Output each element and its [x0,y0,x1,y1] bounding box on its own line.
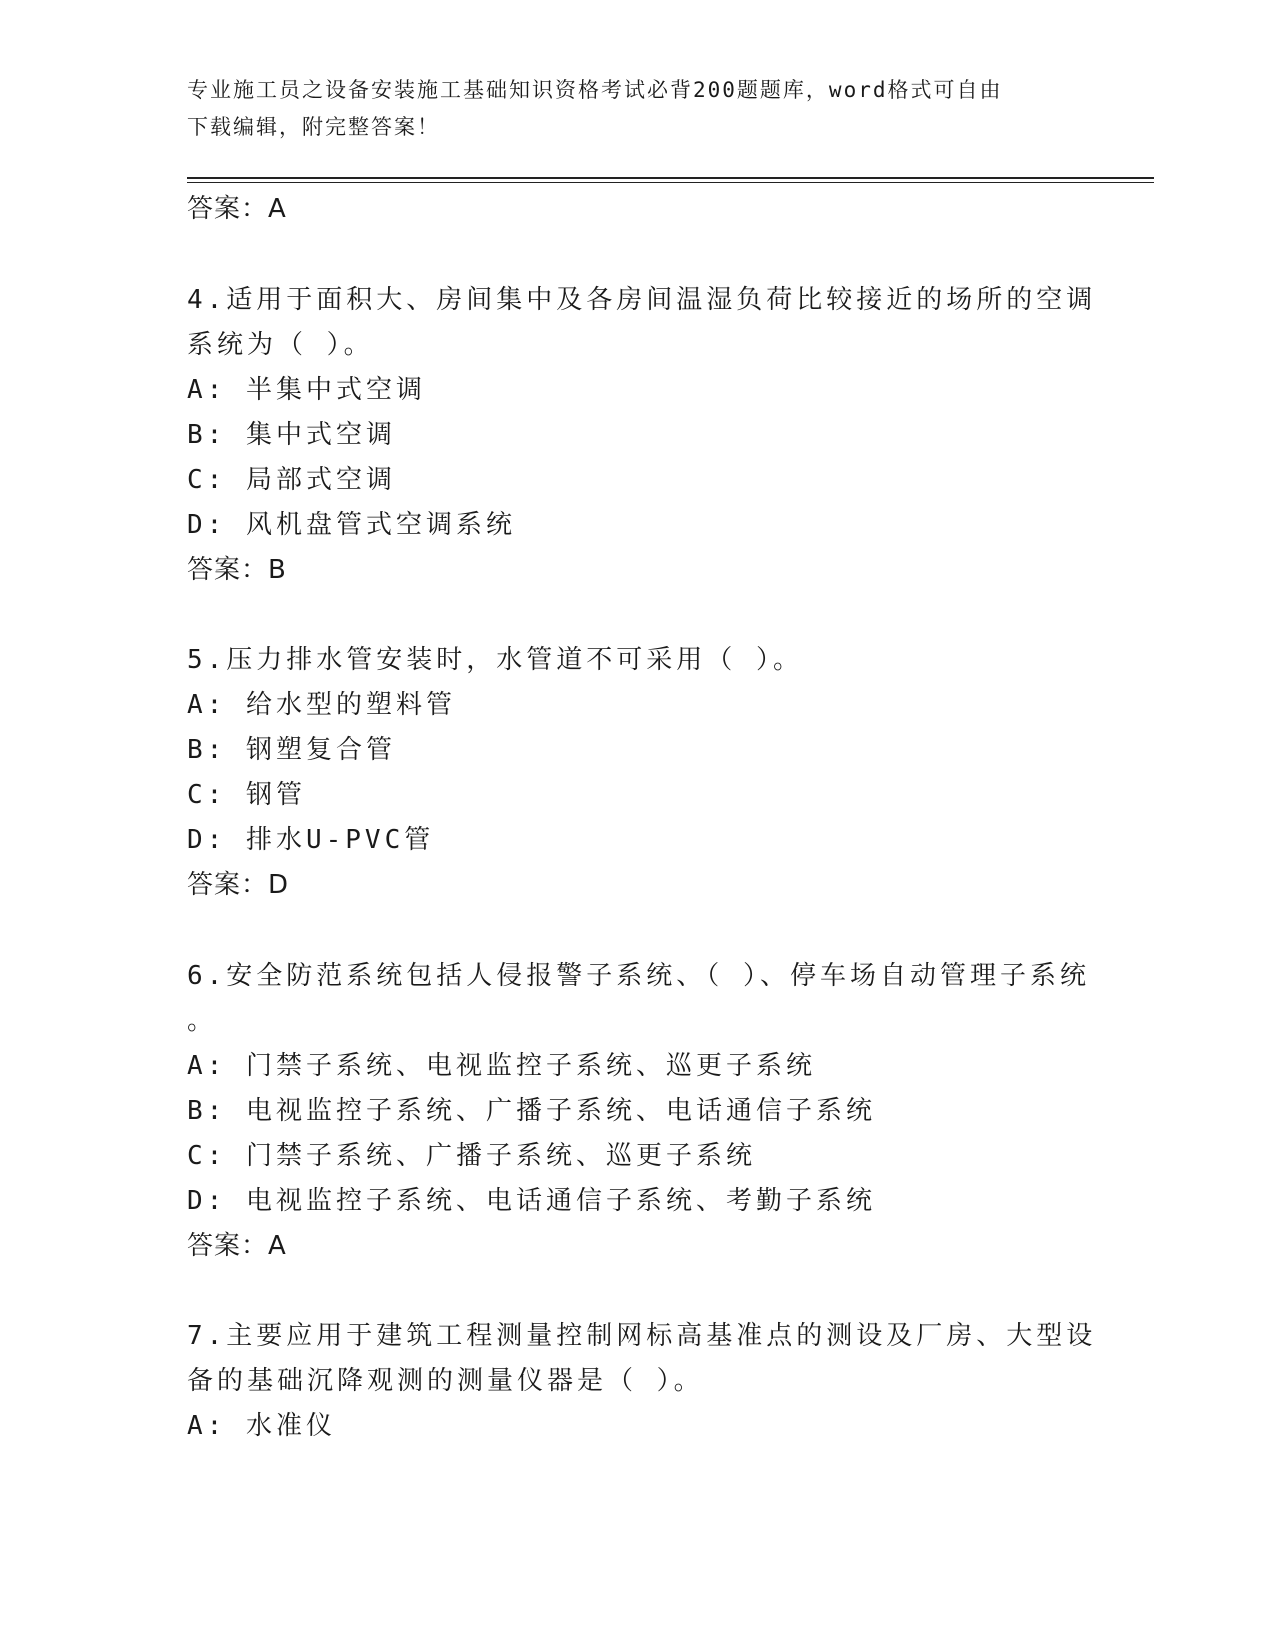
question-4-option-a: A: 半集中式空调 [187,375,426,405]
question-4-option-d: D: 风机盘管式空调系统 [187,510,516,540]
question-6-option-a: A: 门禁子系统、电视监控子系统、巡更子系统 [187,1051,816,1081]
question-4-option-c: C: 局部式空调 [187,465,396,495]
question-6-option-b: B: 电视监控子系统、广播子系统、电话通信子系统 [187,1096,876,1126]
question-6-stem-line-2: 。 [187,1006,218,1036]
question-6-answer: 答案：A [187,1231,287,1261]
question-4-option-b: B: 集中式空调 [187,420,396,450]
question-7-stem-line-1: 7.主要应用于建筑工程测量控制网标高基准点的测设及厂房、大型设 [187,1321,1097,1351]
question-4-stem-line-1: 4.适用于面积大、房间集中及各房间温湿负荷比较接近的场所的空调 [187,285,1097,315]
question-5-option-c: C: 钢管 [187,780,306,810]
question-4-answer: 答案：B [187,555,287,585]
document-header [187,72,1087,146]
question-5-stem-line-1: 5.压力排水管安装时，水管道不可采用（ ）。 [187,645,803,675]
question-5-option-a: A: 给水型的塑料管 [187,690,456,720]
question-5-option-d: D: 排水U-PVC管 [187,825,435,855]
header-line-1: 专业施工员之设备安装施工基础知识资格考试必背200题题库，word格式可自由 [187,78,1003,102]
header-divider-thin [187,182,1154,183]
question-4-stem-line-2: 系统为（ ）。 [187,330,374,360]
header-line-2: 下载编辑，附完整答案！ [187,115,440,139]
question-6-option-c: C: 门禁子系统、广播子系统、巡更子系统 [187,1141,756,1171]
answer-q3: 答案：A [187,194,287,224]
question-6-option-d: D: 电视监控子系统、电话通信子系统、考勤子系统 [187,1186,876,1216]
question-7-stem-line-2: 备的基础沉降观测的测量仪器是（ ）。 [187,1366,704,1396]
question-5-option-b: B: 钢塑复合管 [187,735,396,765]
question-7-option-a: A: 水准仪 [187,1411,336,1441]
header-divider-thick [187,177,1154,179]
question-6-stem-line-1: 6.安全防范系统包括人侵报警子系统、（ ）、停车场自动管理子系统 [187,961,1090,991]
question-5-answer: 答案：D [187,870,290,900]
